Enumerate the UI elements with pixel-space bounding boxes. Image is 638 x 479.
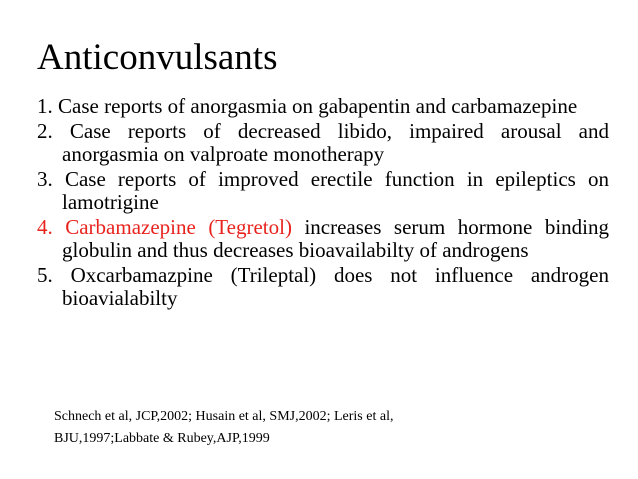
list-item-2 (37, 120, 609, 166)
item-number: 3. (37, 167, 53, 191)
item-text: Case reports of decreased libido, impaired arousal and anorgasmia on valproate monotherapy (62, 119, 609, 166)
item-text: increases serum hormone binding globulin and thus decreases bioavailabilty of androgens (62, 215, 609, 262)
item-text: Case reports of improved erectile function in epileptics on lamotrigine (62, 167, 610, 214)
drug-name-highlight: Carbamazepine (Tegretol) (65, 215, 292, 239)
references: Schnech et al, JCP,2002; Husain et al, SMJ,2002; Leris et al, BJU,1997;Labbate & Rubey,AJP,1999 (54, 409, 394, 446)
list-item-1 (37, 95, 609, 118)
item-text: Case reports of anorgasmia on gabapentin and carbamazepine (58, 94, 578, 118)
item-number: 4. (37, 215, 53, 239)
list-item-5 (37, 264, 609, 310)
slide-title: Anticonvulsants (37, 37, 278, 78)
bullet-list (37, 95, 609, 312)
item-number: 1. (37, 94, 53, 118)
item-number: 5. (37, 263, 53, 287)
item-text: Oxcarbamazpine (Trileptal) does not influence androgen bioavialabilty (62, 263, 609, 310)
list-item-3 (37, 168, 609, 214)
item-number: 2. (37, 119, 53, 143)
list-item-4 (37, 216, 609, 262)
